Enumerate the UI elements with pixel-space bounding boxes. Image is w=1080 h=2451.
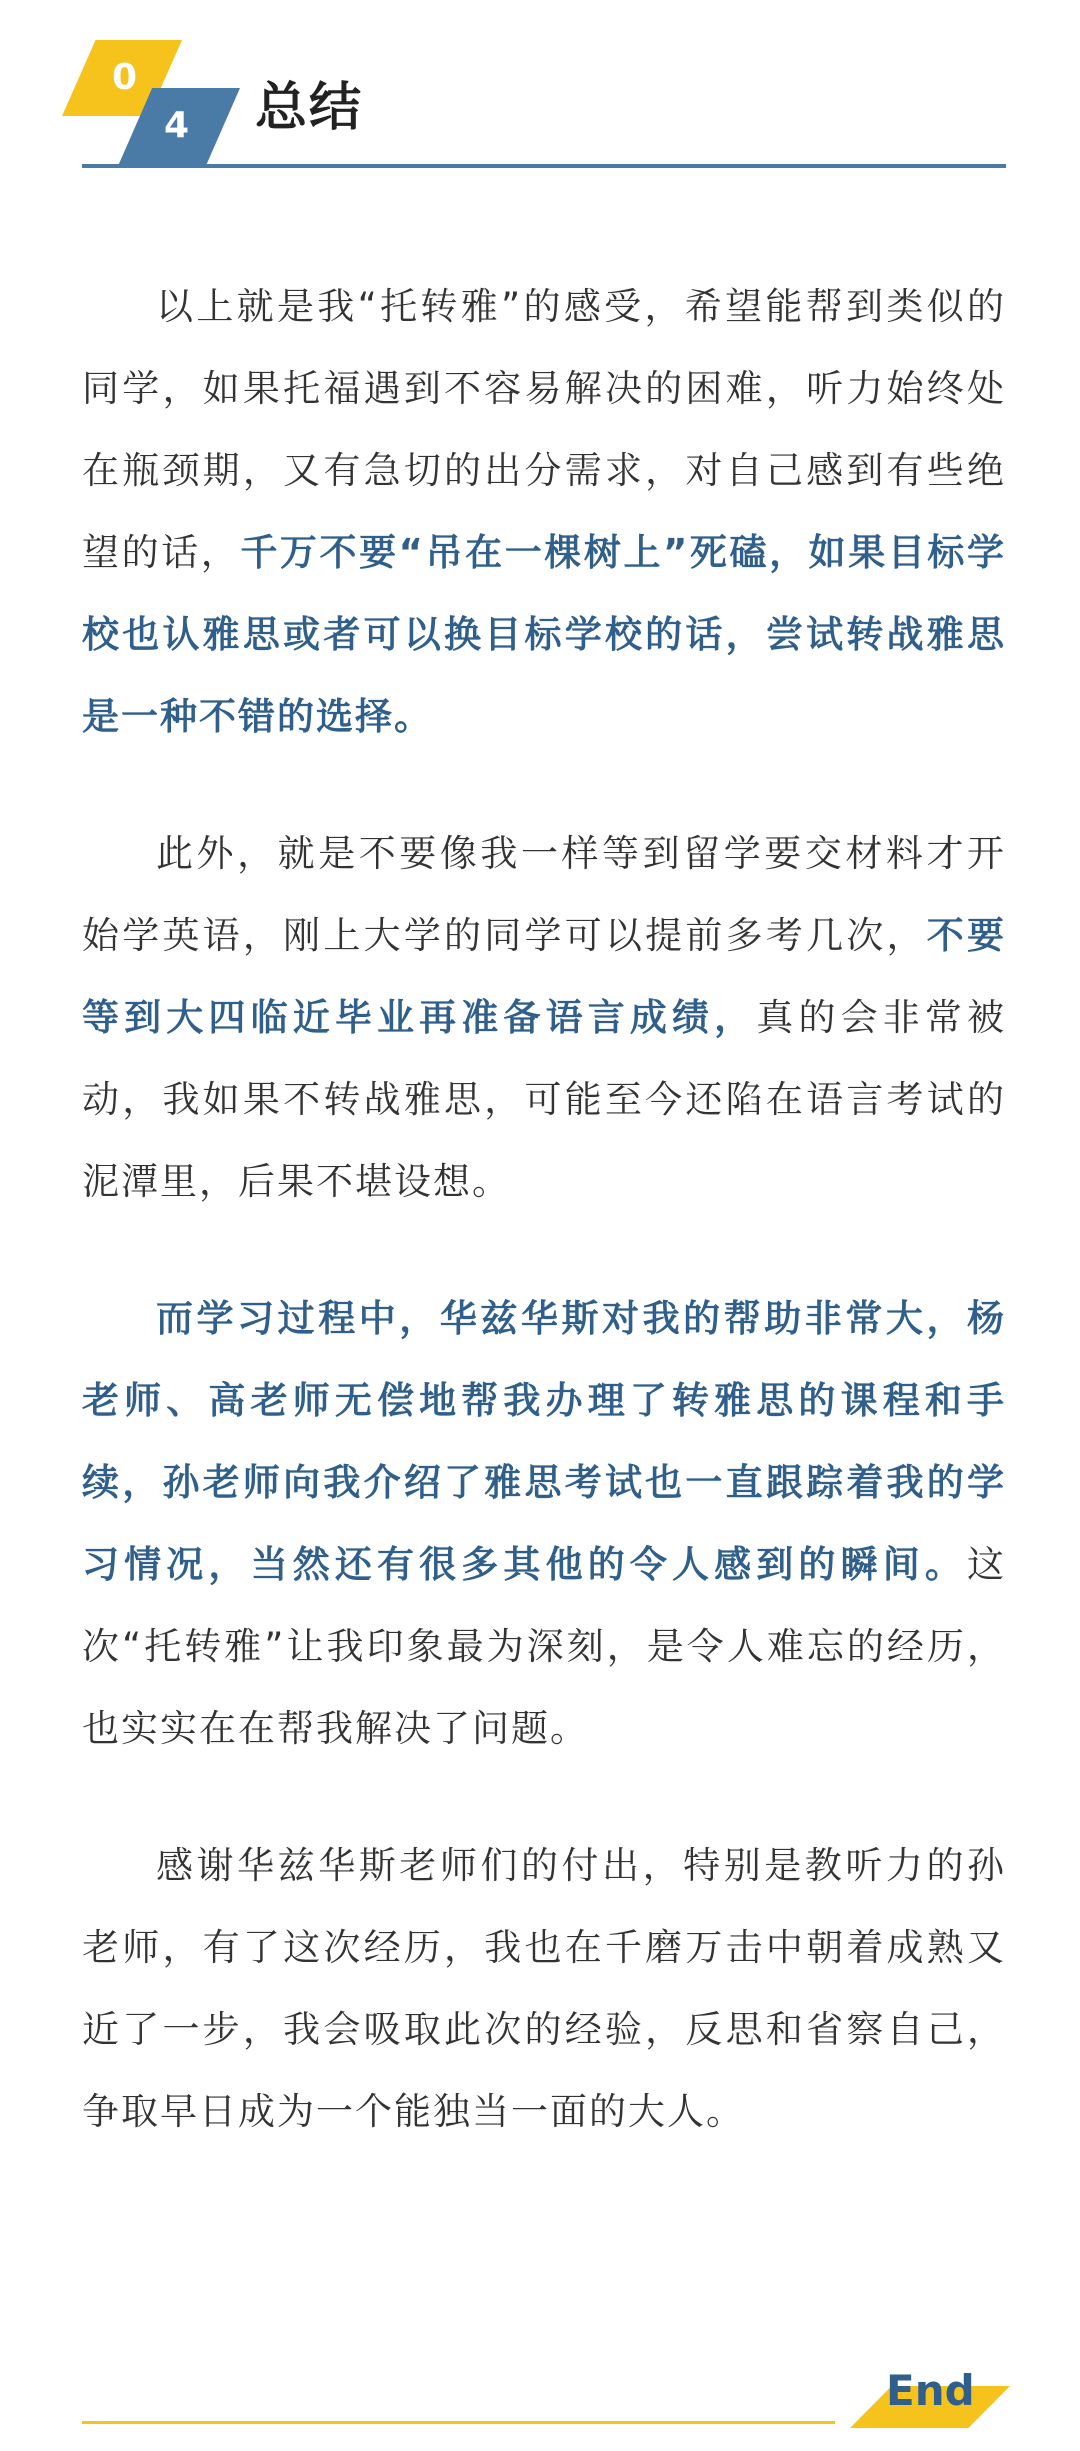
paragraph-1 <box>82 266 1006 758</box>
footer-divider <box>82 2421 835 2424</box>
paragraph-4 <box>82 1825 1006 2153</box>
header-divider <box>82 164 1006 168</box>
article-body <box>82 266 1006 2208</box>
section-number-digit-two: 4 <box>164 105 190 146</box>
paragraph-2-text-end: 真的会非常被动，我如果不转战雅思，可能至今还陷在语言考试的泥潭里，后果不堪设想。 <box>82 996 1007 1203</box>
paragraph-1-highlight: 千万不要“吊在一棵树上”死磕，如果目标学校也认雅思或者可以换目标学校的话，尝试转战雅思是一种不错的选择。 <box>82 531 1006 738</box>
footer-end-label: End <box>886 2366 975 2415</box>
paragraph-2 <box>82 813 1006 1223</box>
section-header <box>0 0 1080 180</box>
paragraph-3-highlight: 而学习过程中，华兹华斯对我的帮助非常大，杨老师、高老师无偿地帮我办理了转雅思的课程和手续，孙老师向我介绍了雅思考试也一直跟踪着我的学习情况，当然还有很多其他的令人感到的瞬间。 <box>82 1297 1006 1586</box>
paragraph-2-highlight: 不要等到大四临近毕业再准备语言成绩， <box>82 914 1007 1039</box>
paragraph-3-text: 这次“托转雅”让我印象最为深刻，是令人难忘的经历，也实实在在帮我解决了问题。 <box>82 1543 1006 1750</box>
paragraph-2-text-start: 此外，就是不要像我一样等到留学要交材料才开始学英语，刚上大学的同学可以提前多考几次， <box>82 832 1006 957</box>
section-title: 总结 <box>255 78 364 138</box>
paragraph-1-text: 以上就是我“托转雅”的感受，希望能帮到类似的同学，如果托福遇到不容易解决的困难，听力始终处在瓶颈期，又有急切的出分需求，对自己感到有些绝望的话， <box>82 285 1006 574</box>
paragraph-4-text: 感谢华兹华斯老师们的付出，特别是教听力的孙老师，有了这次经历，我也在千磨万击中朝着成熟又近了一步，我会吸取此次的经验，反思和省察自己，争取早日成为一个能独当一面的大人。 <box>82 1844 1006 2133</box>
section-number-digit-one: 0 <box>112 57 138 98</box>
paragraph-3 <box>82 1278 1006 1770</box>
